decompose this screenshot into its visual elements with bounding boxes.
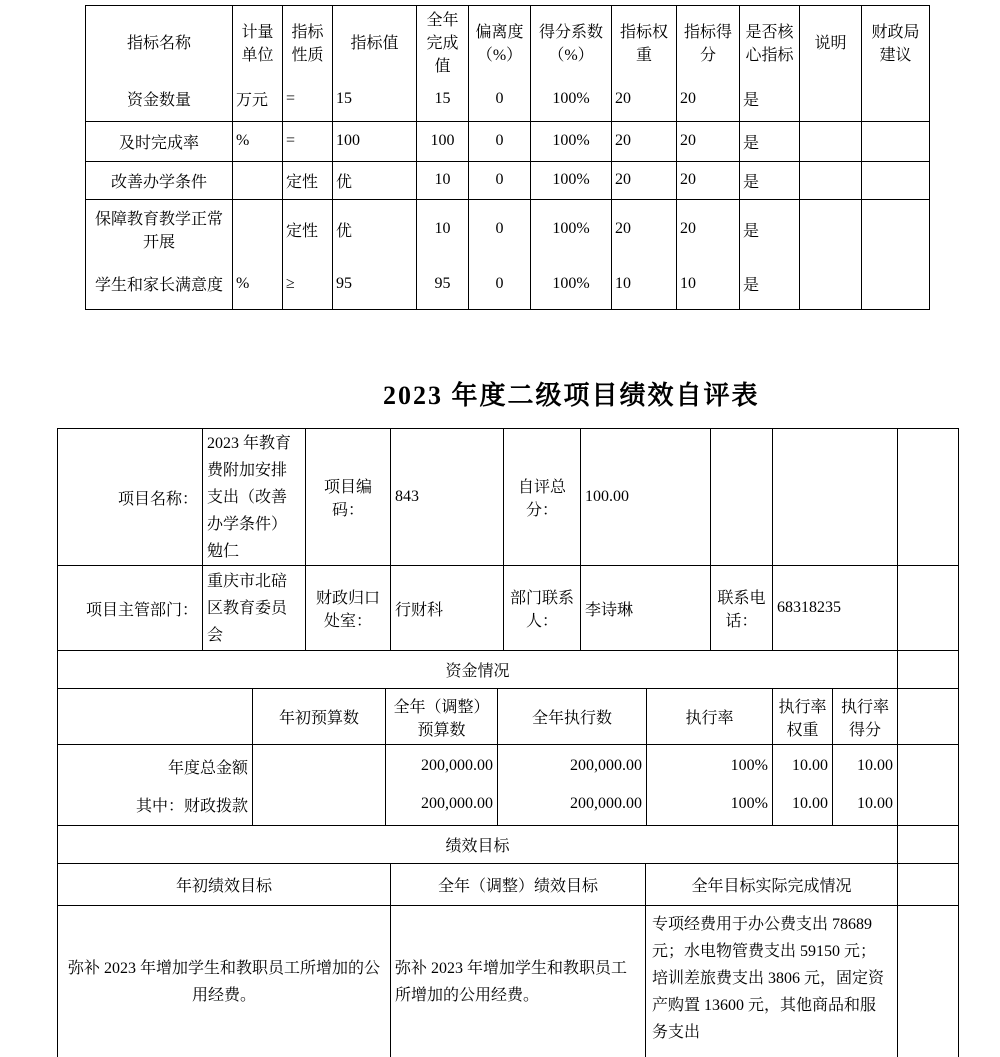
table-cell: 100% xyxy=(730,795,768,812)
table-cell: 10.00 xyxy=(792,757,828,774)
empty-cell xyxy=(898,689,958,744)
header-cell: 执行率 xyxy=(647,689,773,744)
table-cell: 100% xyxy=(531,161,612,199)
empty-cell xyxy=(898,566,958,650)
table-cell: 学生和家长满意度 xyxy=(86,259,233,309)
funding-header-row xyxy=(58,689,958,745)
empty-cell xyxy=(898,429,958,565)
table-row xyxy=(58,566,958,651)
empty-cell xyxy=(773,429,898,565)
table-cell: 及时完成率 xyxy=(86,121,233,161)
table-row xyxy=(86,199,930,259)
table-cell: 10 xyxy=(417,199,469,259)
table-cell xyxy=(233,161,283,199)
table-cell: 15 xyxy=(417,77,469,121)
table-cell xyxy=(862,199,930,259)
table-cell: 95 xyxy=(417,259,469,309)
header-cell: 全年（调整）预算数 xyxy=(386,689,498,744)
table-cell: 20 xyxy=(612,161,677,199)
table-cell: 优 xyxy=(333,199,417,259)
form-title: 2023 年度二级项目绩效自评表 xyxy=(383,381,760,410)
table-cell: 改善办学条件 xyxy=(86,161,233,199)
initial-budget-values xyxy=(253,745,386,825)
table-cell: 是 xyxy=(740,199,800,259)
section-row xyxy=(58,826,958,864)
header-cell: 指标权重 xyxy=(612,6,677,78)
header-cell: 偏离度（%） xyxy=(469,6,531,78)
table-row xyxy=(58,429,958,566)
header-cell: 全年完成值 xyxy=(417,6,469,78)
indicator-header-row xyxy=(86,6,930,78)
header-cell: 财政局建议 xyxy=(862,6,930,78)
table-cell: 20 xyxy=(677,199,740,259)
goal-header-row xyxy=(58,864,958,906)
header-cell: 说明 xyxy=(800,6,862,78)
goal-values-row xyxy=(58,906,958,1057)
table-row xyxy=(86,259,930,309)
table-cell: 200,000.00 xyxy=(570,795,642,812)
project-name-label: 项目名称： xyxy=(58,429,203,565)
table-cell: ≥ xyxy=(283,259,333,309)
table-cell: 10.00 xyxy=(857,795,893,812)
table-cell xyxy=(800,77,862,121)
total-score-value: 100.00 xyxy=(581,429,711,565)
adjusted-budget-values xyxy=(386,745,498,825)
initial-goal-value: 弥补 2023 年增加学生和教职员工所增加的公用经费。 xyxy=(58,906,391,1057)
contact-value: 李诗琳 xyxy=(581,566,711,650)
table-cell: 20 xyxy=(612,77,677,121)
header-cell: 年初绩效目标 xyxy=(58,864,391,905)
table-cell: 100% xyxy=(531,199,612,259)
table-cell: 20 xyxy=(677,77,740,121)
table-cell: 20 xyxy=(612,121,677,161)
table-cell xyxy=(800,259,862,309)
table-cell: 20 xyxy=(677,161,740,199)
table-cell xyxy=(233,199,283,259)
table-cell: 10 xyxy=(612,259,677,309)
empty-cell xyxy=(898,651,958,688)
table-cell: 200,000.00 xyxy=(570,757,642,774)
table-cell: 100% xyxy=(531,121,612,161)
table-cell: 100 xyxy=(333,121,417,161)
table-cell xyxy=(862,259,930,309)
header-cell: 指标名称 xyxy=(86,6,233,78)
header-cell: 得分系数（%） xyxy=(531,6,612,78)
performance-section-title: 绩效目标 xyxy=(58,826,898,863)
table-row xyxy=(86,161,930,199)
header-cell: 执行率权重 xyxy=(773,689,833,744)
empty-cell xyxy=(711,429,773,565)
table-cell: 是 xyxy=(740,259,800,309)
table-cell: % xyxy=(233,259,283,309)
header-cell: 全年（调整）绩效目标 xyxy=(391,864,646,905)
phone-value: 68318235 xyxy=(773,566,898,650)
table-cell xyxy=(862,161,930,199)
finance-office-label: 财政归口处室： xyxy=(306,566,391,650)
table-cell: 定性 xyxy=(283,199,333,259)
empty-cell xyxy=(58,689,253,744)
empty-cell xyxy=(898,906,958,1057)
table-cell: 200,000.00 xyxy=(421,795,493,812)
table-cell: 100 xyxy=(417,121,469,161)
table-cell xyxy=(862,121,930,161)
dept-value: 重庆市北碚区教育委员会 xyxy=(203,566,306,650)
table-cell: 20 xyxy=(677,121,740,161)
table-cell: 资金数量 xyxy=(86,77,233,121)
table-cell: 万元 xyxy=(233,77,283,121)
actual-completion-value: 专项经费用于办公费支出 78689 元；水电物管费支出 59150 元；培训差旅费支出 3806 元，固定资产购置 13600 元，其他商品和服务支出 xyxy=(646,906,898,1057)
header-cell: 全年目标实际完成情况 xyxy=(646,864,898,905)
table-cell: 0 xyxy=(469,121,531,161)
rate-values xyxy=(647,745,773,825)
funding-values-row xyxy=(58,745,958,826)
header-cell: 计量单位 xyxy=(233,6,283,78)
finance-office-value: 行财科 xyxy=(391,566,504,650)
table-cell: 是 xyxy=(740,77,800,121)
header-cell: 指标值 xyxy=(333,6,417,78)
table-cell: 10 xyxy=(677,259,740,309)
funding-row-label: 年度总金额 xyxy=(167,759,248,777)
adjusted-goal-value: 弥补 2023 年增加学生和教职员工所增加的公用经费。 xyxy=(391,906,646,1057)
table-cell: 0 xyxy=(469,77,531,121)
table-cell: 100% xyxy=(531,77,612,121)
table-row xyxy=(86,121,930,161)
indicator-table xyxy=(85,5,930,310)
funding-row-label: 其中：财政拨款 xyxy=(135,797,248,815)
project-code-label: 项目编码： xyxy=(306,429,391,565)
self-eval-table xyxy=(57,428,959,1057)
project-name-value: 2023 年教育费附加安排支出（改善办学条件）勉仁 xyxy=(203,429,306,565)
table-cell: 20 xyxy=(612,199,677,259)
dept-label: 项目主管部门： xyxy=(58,566,203,650)
funding-row-labels xyxy=(58,745,253,825)
header-cell: 执行率得分 xyxy=(833,689,898,744)
empty-cell xyxy=(898,745,958,825)
project-code-value: 843 xyxy=(391,429,504,565)
table-cell: 定性 xyxy=(283,161,333,199)
table-cell: 10.00 xyxy=(857,757,893,774)
table-cell: 0 xyxy=(469,199,531,259)
table-cell: 10.00 xyxy=(792,795,828,812)
contact-label: 部门联系人： xyxy=(504,566,581,650)
table-cell: 优 xyxy=(333,161,417,199)
table-cell xyxy=(800,199,862,259)
table-cell: 0 xyxy=(469,161,531,199)
table-cell: 15 xyxy=(333,77,417,121)
header-cell: 指标性质 xyxy=(283,6,333,78)
table-cell: 是 xyxy=(740,121,800,161)
table-cell: 95 xyxy=(333,259,417,309)
table-cell: 100% xyxy=(730,757,768,774)
table-cell: 100% xyxy=(531,259,612,309)
table-row xyxy=(86,77,930,121)
phone-label: 联系电话： xyxy=(711,566,773,650)
table-cell: 0 xyxy=(469,259,531,309)
table-cell: = xyxy=(283,121,333,161)
executed-values xyxy=(498,745,647,825)
rate-score-values xyxy=(833,745,898,825)
table-cell: 保障教育教学正常开展 xyxy=(86,199,233,259)
section-row xyxy=(58,651,958,689)
funding-section-title: 资金情况 xyxy=(58,651,898,688)
table-cell: 200,000.00 xyxy=(421,757,493,774)
header-cell: 指标得分 xyxy=(677,6,740,78)
table-cell xyxy=(800,121,862,161)
header-cell: 年初预算数 xyxy=(253,689,386,744)
table-cell: 是 xyxy=(740,161,800,199)
total-score-label: 自评总分： xyxy=(504,429,581,565)
table-cell: = xyxy=(283,77,333,121)
header-cell: 全年执行数 xyxy=(498,689,647,744)
rate-weight-values xyxy=(773,745,833,825)
table-cell: 10 xyxy=(417,161,469,199)
table-cell xyxy=(800,161,862,199)
empty-cell xyxy=(898,826,958,863)
header-cell: 是否核心指标 xyxy=(740,6,800,78)
empty-cell xyxy=(898,864,958,905)
table-cell: % xyxy=(233,121,283,161)
table-cell xyxy=(862,77,930,121)
